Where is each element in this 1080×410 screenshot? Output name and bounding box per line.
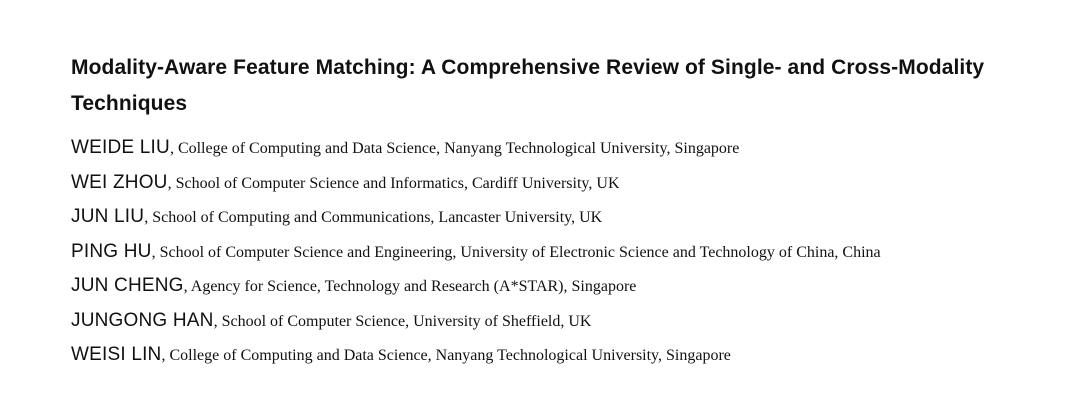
author-entry [71, 304, 1031, 339]
author-affiliation: School of Computing and Communications, Lancaster University, UK [152, 209, 603, 226]
author-list [71, 131, 1031, 373]
paper-header [71, 50, 1031, 373]
author-separator: , [161, 347, 170, 364]
author-entry [71, 269, 1031, 304]
author-separator: , [169, 140, 178, 157]
author-entry [71, 200, 1031, 235]
author-name: WEIDE LIU [71, 137, 170, 158]
author-name: WEI ZHOU [71, 171, 168, 193]
author-separator: , [167, 174, 176, 192]
author-separator: , [213, 312, 222, 330]
author-affiliation: Agency for Science, Technology and Research (A*STAR), Singapore [190, 278, 637, 295]
author-separator: , [151, 243, 160, 261]
author-separator: , [183, 278, 191, 295]
author-name: WEISI LIN [71, 344, 162, 365]
author-affiliation: School of Computer Science and Informatics, Cardiff University, UK [175, 174, 620, 192]
author-affiliation: School of Computer Science, University of Sheffield, UK [221, 312, 592, 330]
author-entry [71, 131, 1031, 166]
author-affiliation: College of Computing and Data Science, Nanyang Technological University, Singapore [169, 347, 731, 364]
author-name: JUN CHENG [71, 275, 184, 296]
author-entry [71, 235, 1031, 270]
author-name: PING HU [71, 240, 152, 262]
paper-title: Modality-Aware Feature Matching: A Comprehensive Review of Single- and Cross-Modality Techniques [71, 56, 985, 115]
author-entry [71, 338, 1031, 373]
author-name: JUN LIU [71, 206, 145, 227]
author-separator: , [144, 209, 153, 226]
author-entry [71, 166, 1031, 201]
author-name: JUNGONG HAN [71, 309, 214, 331]
author-affiliation: School of Computer Science and Engineering, University of Electronic Science and Technology of China, China [159, 243, 881, 261]
author-affiliation: College of Computing and Data Science, Nanyang Technological University, Singapore [177, 140, 740, 157]
